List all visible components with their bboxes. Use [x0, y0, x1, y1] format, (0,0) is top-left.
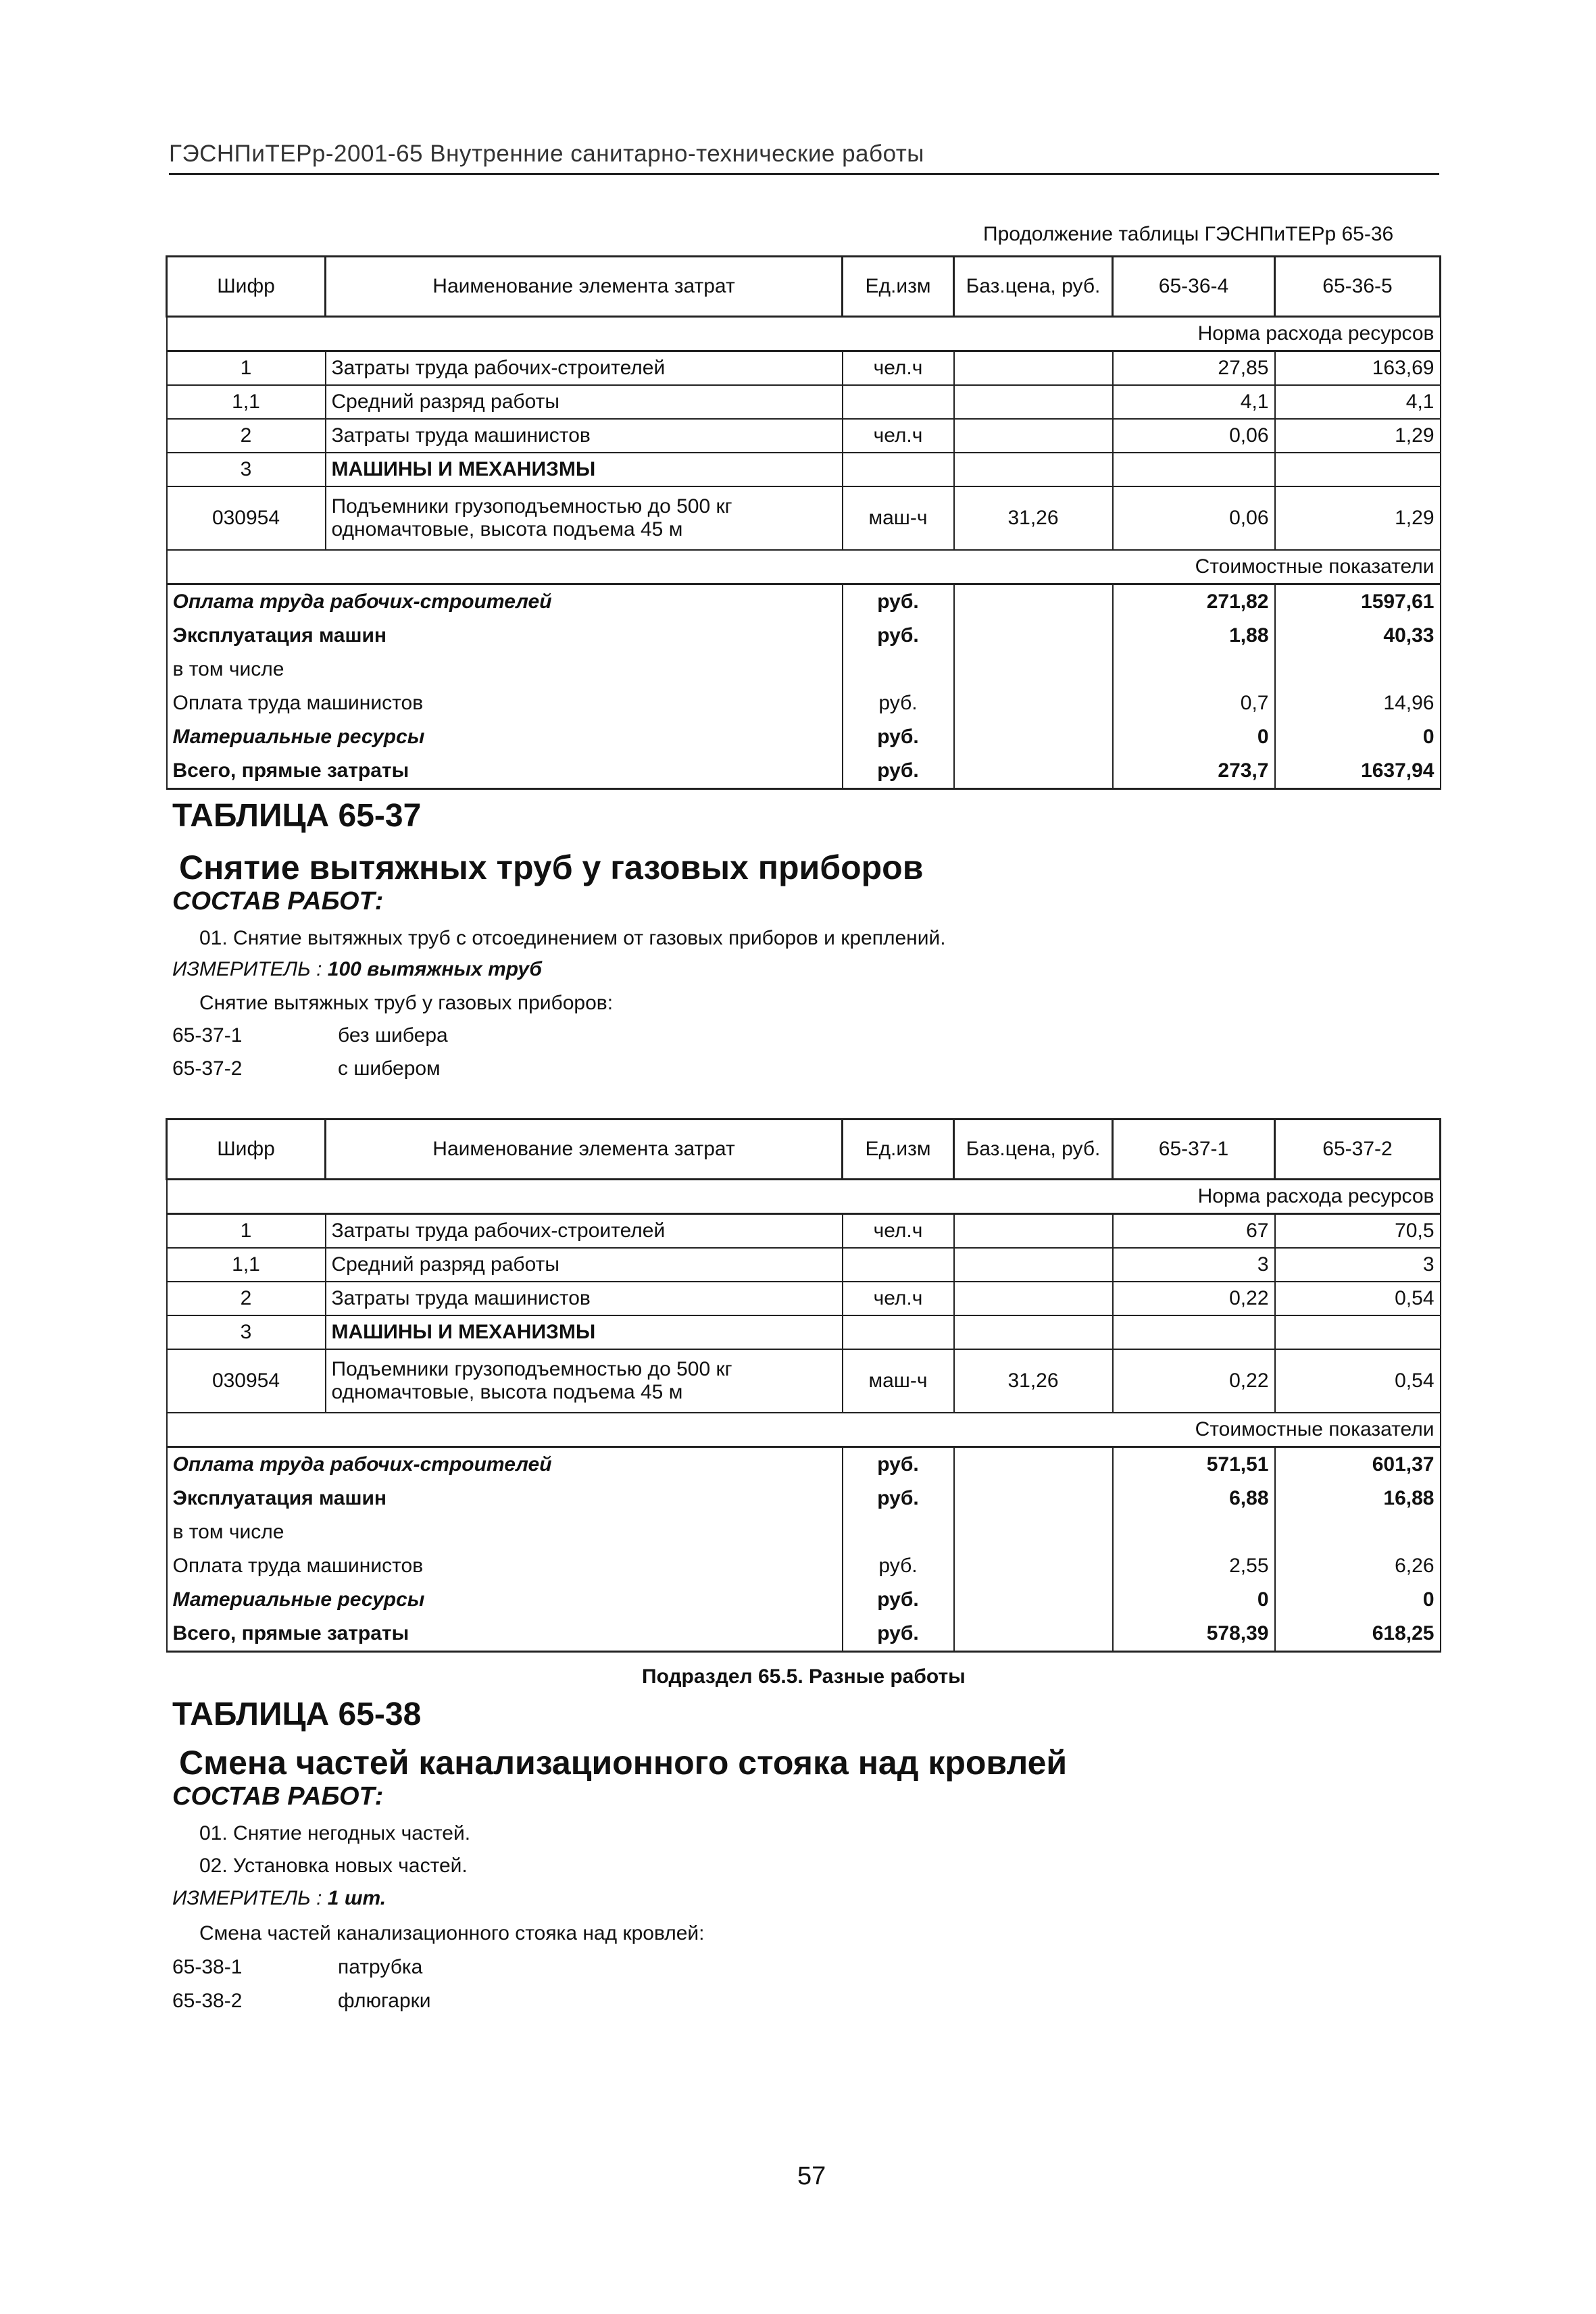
cost-value-1: 2,55 — [1113, 1549, 1275, 1583]
work-composition-label: СОСТАВ РАБОТ: — [172, 1782, 384, 1811]
row-name: Подъемники грузоподъемностью до 500 кг одномачтовые, высота подъема 45 м — [326, 1349, 843, 1413]
row-code: 030954 — [167, 1349, 326, 1413]
row-value-2: 163,69 — [1275, 351, 1441, 386]
cost-unit: руб. — [843, 754, 954, 789]
header-col-2: 65-37-2 — [1275, 1120, 1441, 1180]
cost-price — [954, 1515, 1113, 1549]
cost-name: в том числе — [167, 1515, 843, 1549]
cost-unit: руб. — [843, 584, 954, 620]
row-name: МАШИНЫ И МЕХАНИЗМЫ — [326, 1315, 843, 1349]
row-name: Подъемники грузоподъемностью до 500 кг одномачтовые, высота подъема 45 м — [326, 486, 843, 550]
cost-name: Всего, прямые затраты — [167, 1617, 843, 1652]
cost-name: Всего, прямые затраты — [167, 754, 843, 789]
cost-value-2: 16,88 — [1275, 1482, 1441, 1515]
cost-row — [167, 720, 1441, 754]
row-code: 1 — [167, 1214, 326, 1249]
cost-price — [954, 1447, 1113, 1482]
cost-value-2: 0 — [1275, 720, 1441, 754]
cost-unit: руб. — [843, 1549, 954, 1583]
cost-name: Материальные ресурсы — [167, 1583, 843, 1617]
cost-value-2: 14,96 — [1275, 686, 1441, 720]
section-title: Снятие вытяжных труб у газовых приборов — [179, 849, 924, 886]
table-header-row — [167, 1120, 1441, 1180]
work-item: 02. Установка новых частей. — [199, 1855, 468, 1877]
cost-value-1: 273,7 — [1113, 754, 1275, 789]
row-price: 31,26 — [954, 1349, 1113, 1413]
row-value-1: 0,06 — [1113, 419, 1275, 453]
cost-price — [954, 653, 1113, 686]
measure-label: ИЗМЕРИТЕЛЬ : — [172, 1887, 322, 1909]
header-price: Баз.цена, руб. — [954, 257, 1113, 317]
cost-value-2: 1637,94 — [1275, 754, 1441, 789]
table-row — [167, 1315, 1441, 1349]
row-code: 2 — [167, 1282, 326, 1315]
cost-price — [954, 1583, 1113, 1617]
row-value-1: 4,1 — [1113, 385, 1275, 419]
row-value-2: 70,5 — [1275, 1214, 1441, 1249]
header-name: Наименование элемента затрат — [326, 1120, 843, 1180]
work-item: 01. Снятие вытяжных труб с отсоединением от газовых приборов и креплений. — [199, 927, 946, 949]
row-name: Затраты труда машинистов — [326, 1282, 843, 1315]
cost-price — [954, 720, 1113, 754]
cost-row — [167, 754, 1441, 789]
work-composition-label: СОСТАВ РАБОТ: — [172, 887, 384, 915]
row-code: 1,1 — [167, 385, 326, 419]
cost-price — [954, 1549, 1113, 1583]
cost-row — [167, 584, 1441, 620]
cost-label: Стоимостные показатели — [167, 550, 1441, 584]
cost-name: в том числе — [167, 653, 843, 686]
cost-price — [954, 754, 1113, 789]
table-row — [167, 1214, 1441, 1249]
row-value-2 — [1275, 1315, 1441, 1349]
row-value-1: 0,06 — [1113, 486, 1275, 550]
row-value-1: 27,85 — [1113, 351, 1275, 386]
cost-value-1: 271,82 — [1113, 584, 1275, 620]
row-value-1: 0,22 — [1113, 1349, 1275, 1413]
row-name: Средний разряд работы — [326, 385, 843, 419]
row-name: Затраты труда рабочих-строителей — [326, 1214, 843, 1249]
cost-unit: руб. — [843, 1583, 954, 1617]
cost-row — [167, 1617, 1441, 1652]
row-code: 3 — [167, 453, 326, 486]
row-price: 31,26 — [954, 486, 1113, 550]
section-subtitle: Снятие вытяжных труб у газовых приборов: — [199, 992, 614, 1014]
item-code: 65-38-2 — [172, 1990, 243, 2012]
header-code: Шифр — [167, 1120, 326, 1180]
row-name: Затраты труда рабочих-строителей — [326, 351, 843, 386]
cost-unit: руб. — [843, 1447, 954, 1482]
cost-value-1: 0,7 — [1113, 686, 1275, 720]
cost-value-1 — [1113, 653, 1275, 686]
table-heading: ТАБЛИЦА 65-38 — [172, 1696, 422, 1732]
row-value-2: 0,54 — [1275, 1349, 1441, 1413]
row-code: 3 — [167, 1315, 326, 1349]
cost-unit — [843, 1515, 954, 1549]
header-unit: Ед.изм — [843, 1120, 954, 1180]
header-price: Баз.цена, руб. — [954, 1120, 1113, 1180]
table-header-row — [167, 257, 1441, 317]
row-value-1: 67 — [1113, 1214, 1275, 1249]
cost-name: Эксплуатация машин — [167, 619, 843, 653]
table-caption: Продолжение таблицы ГЭСНПиТЕРр 65-36 — [983, 223, 1394, 245]
row-price — [954, 419, 1113, 453]
measure-value: 1 шт. — [327, 1887, 386, 1909]
header-col-1: 65-37-1 — [1113, 1120, 1275, 1180]
row-name: Затраты труда машинистов — [326, 419, 843, 453]
work-item: 01. Снятие негодных частей. — [199, 1822, 471, 1844]
row-code: 1,1 — [167, 1248, 326, 1282]
norm-label: Норма расхода ресурсов — [167, 317, 1441, 351]
item-label: патрубка — [338, 1956, 423, 1978]
row-unit — [843, 1248, 954, 1282]
header-unit: Ед.изм — [843, 257, 954, 317]
row-value-1: 0,22 — [1113, 1282, 1275, 1315]
cost-name: Оплата труда рабочих-строителей — [167, 584, 843, 620]
row-unit — [843, 1315, 954, 1349]
section-subtitle: Смена частей канализационного стояка над кровлей: — [199, 1922, 705, 1944]
cost-label: Стоимостные показатели — [167, 1413, 1441, 1447]
table-row — [167, 453, 1441, 486]
row-value-2: 3 — [1275, 1248, 1441, 1282]
cost-row — [167, 619, 1441, 653]
row-name: Средний разряд работы — [326, 1248, 843, 1282]
row-value-2: 4,1 — [1275, 385, 1441, 419]
cost-row — [167, 1549, 1441, 1583]
cost-value-1: 578,39 — [1113, 1617, 1275, 1652]
cost-unit — [843, 653, 954, 686]
item-label: флюгарки — [338, 1990, 431, 2012]
resource-table-65-36 — [166, 255, 1441, 790]
cost-value-1: 571,51 — [1113, 1447, 1275, 1482]
item-label: без шибера — [338, 1024, 448, 1047]
cost-value-1 — [1113, 1515, 1275, 1549]
cost-row — [167, 1482, 1441, 1515]
cost-unit: руб. — [843, 1482, 954, 1515]
row-price — [954, 1282, 1113, 1315]
cost-unit: руб. — [843, 1617, 954, 1652]
page-number: 57 — [797, 2162, 826, 2190]
cost-value-2: 618,25 — [1275, 1617, 1441, 1652]
cost-row — [167, 1515, 1441, 1549]
row-price — [954, 385, 1113, 419]
cost-value-2: 601,37 — [1275, 1447, 1441, 1482]
header-col-2: 65-36-5 — [1275, 257, 1441, 317]
row-price — [954, 453, 1113, 486]
cost-name: Эксплуатация машин — [167, 1482, 843, 1515]
item-code: 65-37-2 — [172, 1057, 243, 1080]
cost-unit: руб. — [843, 686, 954, 720]
cost-value-1: 0 — [1113, 720, 1275, 754]
measure-value: 100 вытяжных труб — [327, 958, 542, 980]
row-unit — [843, 385, 954, 419]
cost-unit: руб. — [843, 619, 954, 653]
cost-row — [167, 1447, 1441, 1482]
item-code: 65-37-1 — [172, 1024, 243, 1047]
row-price — [954, 1214, 1113, 1249]
cost-name: Материальные ресурсы — [167, 720, 843, 754]
row-unit: чел.ч — [843, 1214, 954, 1249]
table-heading: ТАБЛИЦА 65-37 — [172, 798, 422, 834]
item-label: с шибером — [338, 1057, 441, 1080]
cost-price — [954, 584, 1113, 620]
table-row — [167, 1248, 1441, 1282]
row-unit: маш-ч — [843, 1349, 954, 1413]
resource-table-65-37 — [166, 1118, 1441, 1653]
row-price — [954, 1248, 1113, 1282]
measure-line — [172, 958, 542, 981]
cost-value-2: 0 — [1275, 1583, 1441, 1617]
row-unit — [843, 453, 954, 486]
table-row — [167, 419, 1441, 453]
cost-value-1: 0 — [1113, 1583, 1275, 1617]
cost-price — [954, 1617, 1113, 1652]
table-row — [167, 1349, 1441, 1413]
header-rule — [169, 173, 1439, 175]
row-code: 2 — [167, 419, 326, 453]
row-value-1 — [1113, 453, 1275, 486]
row-name: МАШИНЫ И МЕХАНИЗМЫ — [326, 453, 843, 486]
cost-value-2 — [1275, 653, 1441, 686]
norm-label: Норма расхода ресурсов — [167, 1180, 1441, 1214]
cost-value-2: 40,33 — [1275, 619, 1441, 653]
header-code: Шифр — [167, 257, 326, 317]
row-value-2 — [1275, 453, 1441, 486]
row-code: 1 — [167, 351, 326, 386]
row-value-1 — [1113, 1315, 1275, 1349]
cost-row — [167, 686, 1441, 720]
cost-price — [954, 686, 1113, 720]
cost-row — [167, 653, 1441, 686]
row-price — [954, 1315, 1113, 1349]
table-row — [167, 486, 1441, 550]
cost-name: Оплата труда машинистов — [167, 686, 843, 720]
cost-unit: руб. — [843, 720, 954, 754]
measure-line — [172, 1887, 386, 1910]
header-name: Наименование элемента затрат — [326, 257, 843, 317]
running-header: ГЭСНПиТЕРр-2001-65 Внутренние санитарно-технические работы — [169, 141, 924, 167]
row-unit: маш-ч — [843, 486, 954, 550]
row-value-2: 0,54 — [1275, 1282, 1441, 1315]
row-value-2: 1,29 — [1275, 486, 1441, 550]
cost-value-1: 1,88 — [1113, 619, 1275, 653]
cost-value-2: 1597,61 — [1275, 584, 1441, 620]
table-row — [167, 1282, 1441, 1315]
row-value-1: 3 — [1113, 1248, 1275, 1282]
cost-price — [954, 1482, 1113, 1515]
section-title: Смена частей канализационного стояка над кровлей — [179, 1744, 1068, 1782]
cost-value-2: 6,26 — [1275, 1549, 1441, 1583]
cost-price — [954, 619, 1113, 653]
measure-label: ИЗМЕРИТЕЛЬ : — [172, 958, 322, 980]
header-col-1: 65-36-4 — [1113, 257, 1275, 317]
cost-name: Оплата труда рабочих-строителей — [167, 1447, 843, 1482]
row-unit: чел.ч — [843, 419, 954, 453]
row-unit: чел.ч — [843, 351, 954, 386]
row-price — [954, 351, 1113, 386]
table-row — [167, 385, 1441, 419]
cost-value-1: 6,88 — [1113, 1482, 1275, 1515]
cost-row — [167, 1583, 1441, 1617]
cost-name: Оплата труда машинистов — [167, 1549, 843, 1583]
subsection-label: Подраздел 65.5. Разные работы — [642, 1665, 966, 1688]
item-code: 65-38-1 — [172, 1956, 243, 1978]
table-row — [167, 351, 1441, 386]
row-unit: чел.ч — [843, 1282, 954, 1315]
row-value-2: 1,29 — [1275, 419, 1441, 453]
cost-value-2 — [1275, 1515, 1441, 1549]
row-code: 030954 — [167, 486, 326, 550]
